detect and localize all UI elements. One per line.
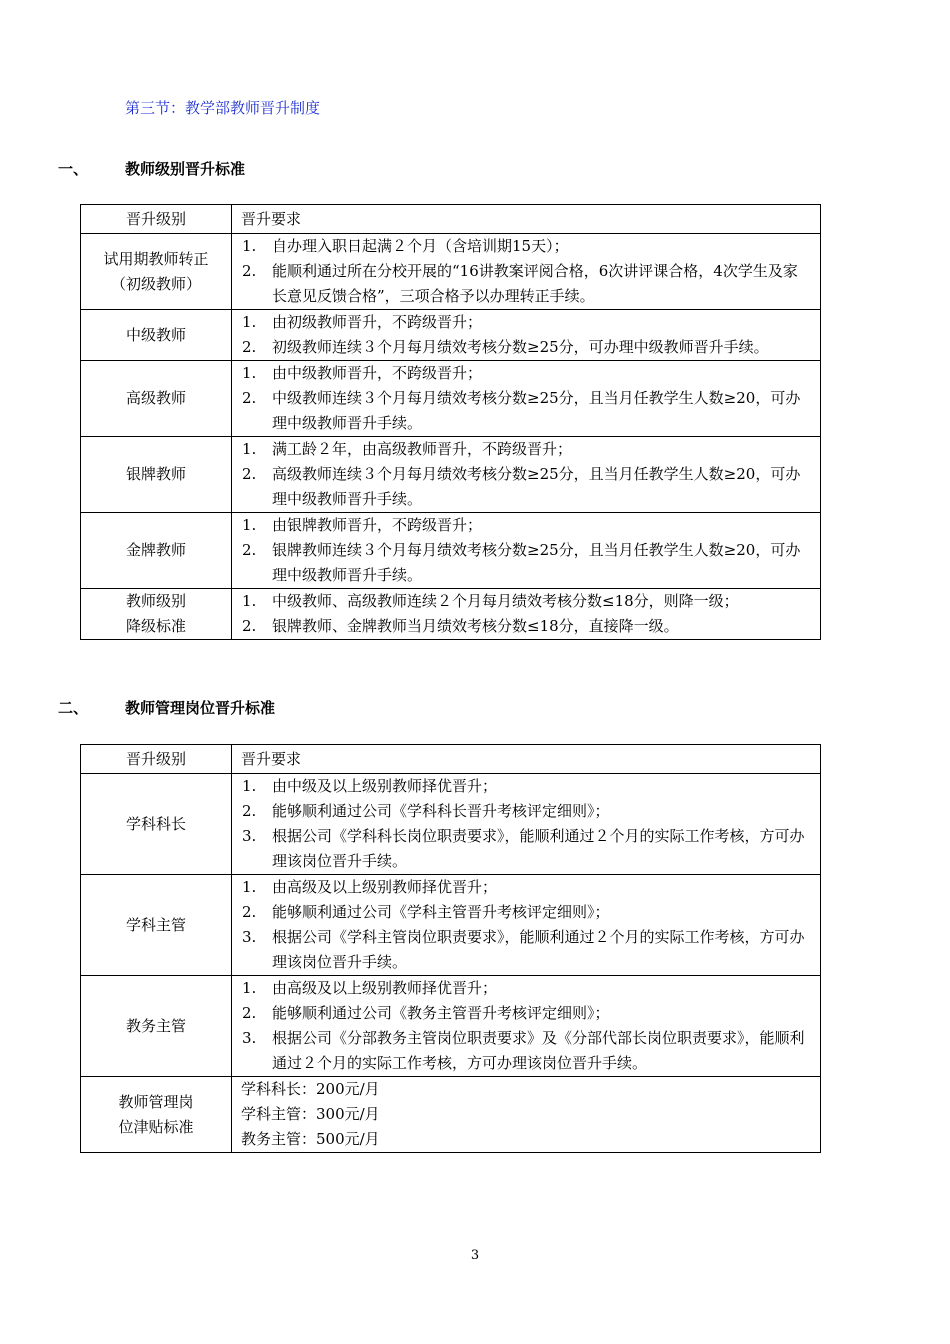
item-number: 3. — [242, 827, 257, 845]
item-number: 1. — [242, 516, 257, 534]
management-post-table — [80, 744, 821, 1153]
row-level-cell — [81, 774, 232, 875]
row-level-cell — [81, 437, 232, 513]
requirements-list — [240, 361, 812, 436]
requirements-list — [240, 875, 812, 975]
item-number: 1. — [242, 313, 257, 331]
requirement-item — [240, 774, 812, 799]
item-number: 1. — [242, 592, 257, 610]
allowance-line: 学科科长：200元/月 — [241, 1080, 380, 1098]
item-text: 中级教师连续３个月每月绩效考核分数≥25分，且当月任教学生人数≥20，可办理中级教师晋升手续。 — [272, 389, 801, 432]
requirements-list — [240, 513, 812, 588]
table-row — [81, 437, 821, 513]
table-row — [81, 310, 821, 361]
requirement-item — [240, 589, 812, 614]
item-text: 能够顺利通过公司《教务主管晋升考核评定细则》； — [272, 1004, 610, 1022]
requirements-list — [240, 437, 812, 512]
requirement-item — [240, 437, 812, 462]
requirements-list — [240, 774, 812, 874]
requirement-item — [240, 361, 812, 386]
requirement-item — [240, 513, 812, 538]
row-requirements-cell — [232, 513, 821, 589]
item-number: 2. — [242, 903, 257, 921]
item-text: 由高级及以上级别教师择优晋升； — [272, 979, 498, 997]
level-label: （初级教师） — [110, 274, 201, 293]
row-level-cell — [81, 513, 232, 589]
item-number: 2. — [242, 389, 257, 407]
item-text: 银牌教师、金牌教师当月绩效考核分数≤18分，直接降一级。 — [272, 617, 679, 635]
allowance-level-cell — [81, 1077, 232, 1153]
allowance-line: 学科主管：300元/月 — [241, 1105, 380, 1123]
table-row — [81, 875, 821, 976]
item-text: 能顺利通过所在分校开展的“16讲教案评阅合格，6次讲评课合格，4次学生及家长意见反馈合格”，三项合格予以办理转正手续。 — [272, 262, 798, 305]
requirement-item — [240, 335, 812, 360]
requirement-item — [240, 925, 812, 975]
row-requirements-cell — [232, 234, 821, 310]
item-text: 由中级及以上级别教师择优晋升； — [272, 777, 498, 795]
item-number: 1. — [242, 364, 257, 382]
row-level-cell — [81, 234, 232, 310]
row-requirements-cell — [232, 361, 821, 437]
row-requirements-cell — [232, 437, 821, 513]
row-requirements-cell — [232, 976, 821, 1077]
requirement-item — [240, 462, 812, 512]
item-text: 由初级教师晋升，不跨级晋升； — [272, 313, 483, 331]
allowance-values-cell — [232, 1077, 821, 1153]
table-row — [81, 589, 821, 640]
table-header-row — [81, 745, 821, 774]
item-text: 由高级及以上级别教师择优晋升； — [272, 878, 498, 896]
level-label: 降级标准 — [125, 617, 186, 635]
requirement-item — [240, 310, 812, 335]
level-label: 学科科长 — [125, 814, 186, 833]
level-label: 高级教师 — [125, 389, 186, 407]
item-number: 3. — [242, 928, 257, 946]
level-label: 学科主管 — [125, 915, 186, 934]
allowance-line: 教务主管：500元/月 — [241, 1130, 380, 1148]
item-number: 2. — [242, 465, 257, 483]
item-number: 2. — [242, 802, 257, 820]
item-text: 能够顺利通过公司《学科主管晋升考核评定细则》； — [272, 903, 610, 921]
requirement-item — [240, 259, 812, 309]
row-level-cell — [81, 875, 232, 976]
heading-number: 二、 — [58, 699, 89, 717]
table-row — [81, 774, 821, 875]
item-number: 3. — [242, 1029, 257, 1047]
row-requirements-cell — [232, 589, 821, 640]
requirement-item — [240, 900, 812, 925]
header-requirements: 晋升要求 — [232, 205, 821, 234]
item-text: 中级教师、高级教师连续２个月每月绩效考核分数≤18分，则降一级； — [272, 592, 739, 610]
requirement-item — [240, 875, 812, 900]
heading-text: 教师级别晋升标准 — [125, 160, 246, 178]
level-label: 教师管理岗 — [118, 1092, 194, 1111]
header-requirements: 晋升要求 — [232, 745, 821, 774]
table-row — [81, 976, 821, 1077]
heading-number: 一、 — [58, 160, 89, 178]
requirement-item — [240, 234, 812, 259]
section-title: 第三节：教学部教师晋升制度 — [125, 99, 321, 117]
row-level-cell — [81, 310, 232, 361]
item-text: 根据公司《学科科长岗位职责要求》，能顺利通过２个月的实际工作考核，方可办理该岗位晋升手续。 — [272, 827, 805, 870]
header-level: 晋升级别 — [81, 745, 232, 774]
row-requirements-cell — [232, 875, 821, 976]
page-number: 3 — [470, 1248, 480, 1263]
requirements-list — [240, 976, 812, 1076]
level-label: 位津贴标准 — [118, 1117, 194, 1136]
level-label: 金牌教师 — [125, 541, 186, 559]
item-number: 1. — [242, 979, 257, 997]
requirement-item — [240, 1026, 812, 1076]
item-number: 1. — [242, 237, 257, 255]
requirement-item — [240, 824, 812, 874]
allowance-row — [81, 1077, 821, 1153]
table-row — [81, 361, 821, 437]
item-number: 2. — [242, 1004, 257, 1022]
requirements-list — [240, 310, 812, 360]
table-row — [81, 234, 821, 310]
table-row — [81, 513, 821, 589]
heading-teacher-level — [58, 158, 245, 179]
item-text: 由银牌教师晋升，不跨级晋升； — [272, 516, 483, 534]
requirement-item — [240, 614, 812, 639]
item-number: 2. — [242, 338, 257, 356]
item-text: 根据公司《学科主管岗位职责要求》，能顺利通过２个月的实际工作考核，方可办理该岗位晋升手续。 — [272, 928, 805, 971]
item-number: 1. — [242, 878, 257, 896]
requirement-item — [240, 386, 812, 436]
row-level-cell — [81, 976, 232, 1077]
level-label: 银牌教师 — [125, 465, 186, 483]
level-label: 教务主管 — [125, 1016, 186, 1035]
level-label: 教师级别 — [125, 592, 186, 610]
item-number: 1. — [242, 440, 257, 458]
item-number: 2. — [242, 617, 257, 635]
heading-management-post — [58, 697, 275, 718]
item-text: 能够顺利通过公司《学科科长晋升考核评定细则》； — [272, 802, 610, 820]
row-level-cell — [81, 361, 232, 437]
requirement-item — [240, 976, 812, 1001]
requirement-item — [240, 538, 812, 588]
requirement-item — [240, 1001, 812, 1026]
level-label: 试用期教师转正 — [103, 249, 209, 268]
table-header-row — [81, 205, 821, 234]
row-level-cell — [81, 589, 232, 640]
row-requirements-cell — [232, 774, 821, 875]
level-label: 中级教师 — [125, 325, 186, 344]
requirement-item — [240, 799, 812, 824]
item-text: 银牌教师连续３个月每月绩效考核分数≥25分，且当月任教学生人数≥20，可办理中级教师晋升手续。 — [272, 541, 801, 584]
item-text: 初级教师连续３个月每月绩效考核分数≥25分，可办理中级教师晋升手续。 — [272, 338, 769, 356]
header-level: 晋升级别 — [81, 205, 232, 234]
requirements-list — [240, 589, 812, 639]
item-number: 2. — [242, 541, 257, 559]
item-number: 2. — [242, 262, 257, 280]
row-requirements-cell — [232, 310, 821, 361]
item-text: 自办理入职日起满２个月（含培训期15天）； — [272, 237, 569, 255]
item-text: 满工龄２年，由高级教师晋升，不跨级晋升； — [272, 440, 573, 458]
heading-text: 教师管理岗位晋升标准 — [125, 699, 276, 717]
item-text: 高级教师连续３个月每月绩效考核分数≥25分，且当月任教学生人数≥20，可办理中级教师晋升手续。 — [272, 465, 801, 508]
item-text: 由中级教师晋升，不跨级晋升； — [272, 364, 483, 382]
item-number: 1. — [242, 777, 257, 795]
item-text: 根据公司《分部教务主管岗位职责要求》及《分部代部长岗位职责要求》，能顺利通过２个月的实际工作考核，方可办理该岗位晋升手续。 — [272, 1029, 805, 1072]
requirements-list — [240, 234, 812, 309]
teacher-level-table — [80, 204, 821, 640]
